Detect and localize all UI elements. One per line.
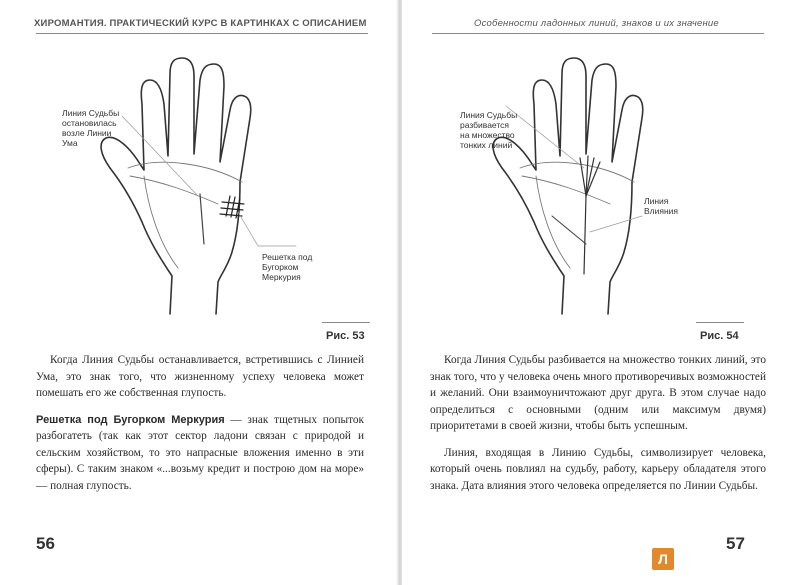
left-paragraph-1: Когда Линия Судьбы останавливается, встретившись с Линией Ума, это знак того, что жизненному успеху человека может помешать его же собственная глупость. xyxy=(36,354,364,399)
caption-fig-53: Рис. 53 xyxy=(326,330,365,342)
label-fate-line-split: Линия Судьбы разбивается на множество тонких линий xyxy=(460,110,518,150)
right-head-rule xyxy=(432,33,764,34)
label-grille-mercury: Решетка под Бугорком Меркурия xyxy=(262,252,313,282)
caption-fig-54: Рис. 54 xyxy=(700,330,739,342)
left-head-rule xyxy=(36,33,368,34)
left-body-text xyxy=(36,352,364,504)
term-definition: — знак тщетных попыток разбогатеть (так как этот сектор ладони связан с природой и сельским хозяйством, то это напрасные вложения именно в эти сферы). С таким знаком «...возьму кредит и построю дом на море» — полная глупость. xyxy=(36,413,365,492)
label-influence-line: Линия Влияния xyxy=(644,196,679,216)
term-grille: Решетка под Бугорком Меркурия xyxy=(36,413,225,426)
caption-rule-54 xyxy=(696,322,744,323)
hand-outline-53 xyxy=(101,58,251,314)
publisher-logo-icon: Л xyxy=(652,548,674,570)
right-paragraph-2: Линия, входящая в Линию Судьбы, символизирует человека, который очень повлиял на судьбу, работу, карьеру обладателя этого знака. Дата влияния этого человека определяется по Линии Судьбы. xyxy=(430,446,766,492)
left-running-head: ХИРОМАНТИЯ. ПРАКТИЧЕСКИЙ КУРС В КАРТИНКАХ С ОПИСАНИЕМ xyxy=(34,18,367,29)
page-number-left: 56 xyxy=(36,534,55,553)
caption-rule-53 xyxy=(322,322,370,323)
right-running-head: Особенности ладонных линий, знаков и их значение xyxy=(474,18,719,29)
right-page xyxy=(402,0,800,585)
right-paragraph-1: Когда Линия Судьбы разбивается на множество тонких линий, это знак того, что у человека очень много противоречивых возможностей и желаний. Они взаимоуничтожают друг друга. В этом случае надо определиться с основными (одним или максимум двумя) приоритетами в своей жизни, чтобы быть успешным. xyxy=(430,354,766,432)
page-number-right: 57 xyxy=(726,534,745,553)
left-paragraph-2 xyxy=(36,412,364,495)
label-fate-line-stopped: Линия Судьбы остановилась возле Линии Ума xyxy=(62,108,120,148)
hand-outline-54 xyxy=(493,58,643,314)
figure-54-hand xyxy=(452,46,732,316)
left-page xyxy=(0,0,398,585)
hand-illustration-54 xyxy=(452,46,732,316)
right-body-text xyxy=(430,352,766,504)
